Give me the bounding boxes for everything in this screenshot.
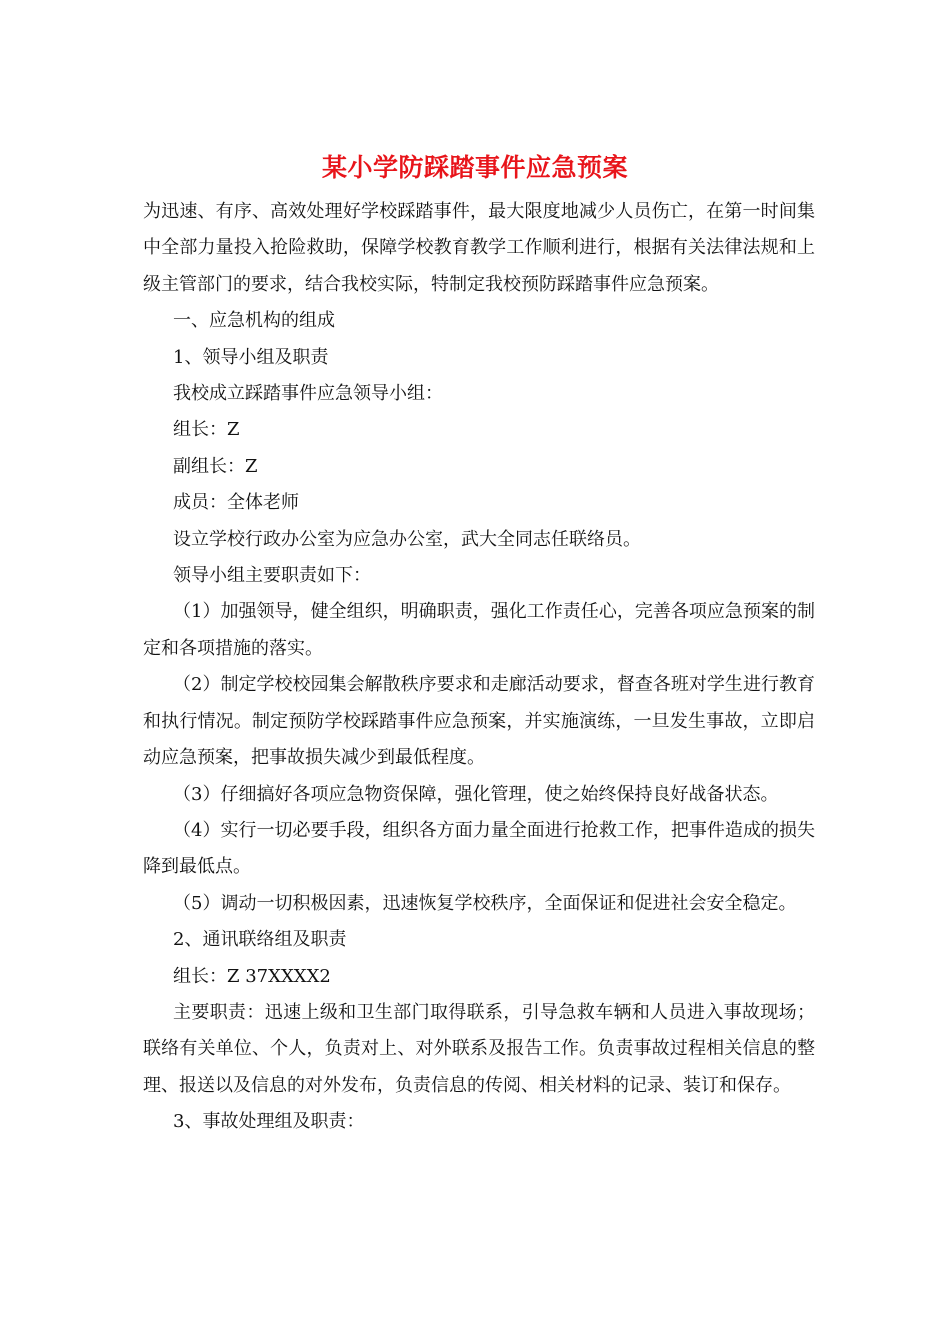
paragraph: 组长：Z [173,419,240,441]
paragraph: 领导小组主要职责如下： [173,565,371,587]
list-item: （1）加强领导，健全组织，明确职责，强化工作责任心，完善各项应急预案的制定和各项措施的落实。 [143,601,815,659]
paragraph: 组长：Z 37XXXX2 [173,965,331,987]
subsection-heading: 2、通讯联络组及职责 [173,929,347,951]
document-body [143,194,815,1141]
paragraph: 成员：全体老师 [173,492,299,514]
list-item: （2）制定学校校园集会解散秩序要求和走廊活动要求，督查各班对学生进行教育和执行情况。制定预防学校踩踏事件应急预案，并实施演练，一旦发生事故，立即启动应急预案，把事故损失减少到最低程度。 [143,674,815,769]
list-item: （3）仔细搞好各项应急物资保障，强化管理，使之始终保持良好战备状态。 [173,783,779,805]
list-item: （5）调动一切积极因素，迅速恢复学校秩序，全面保证和促进社会安全稳定。 [173,892,797,914]
paragraph: 为迅速、有序、高效处理好学校踩踏事件，最大限度地减少人员伤亡，在第一时间集中全部力量投入抢险救助，保障学校教育教学工作顺利进行，根据有关法律法规和上级主管部门的要求，结合我校实际，特制定我校预防踩踏事件应急预案。 [143,201,815,295]
section-heading: 一、应急机构的组成 [173,310,335,332]
subsection-heading: 1、领导小组及职责 [173,346,329,368]
paragraph: 主要职责：迅速上级和卫生部门取得联系，引导急救车辆和人员进入事故现场；联络有关单位、个人，负责对上、对外联系及报告工作。负责事故过程相关信息的整理、报送以及信息的对外发布，负责信息的传阅、相关材料的记录、装订和保存。 [143,1001,815,1096]
paragraph: 设立学校行政办公室为应急办公室，武大全同志任联络员。 [173,528,641,550]
document-title: 某小学防踩踏事件应急预案 [321,153,628,182]
subsection-heading: 3、事故处理组及职责： [173,1111,365,1133]
paragraph: 我校成立踩踏事件应急领导小组： [173,383,443,405]
list-item: （4）实行一切必要手段，组织各方面力量全面进行抢救工作，把事件造成的损失降到最低点。 [143,819,815,878]
paragraph: 副组长：Z [173,455,258,477]
